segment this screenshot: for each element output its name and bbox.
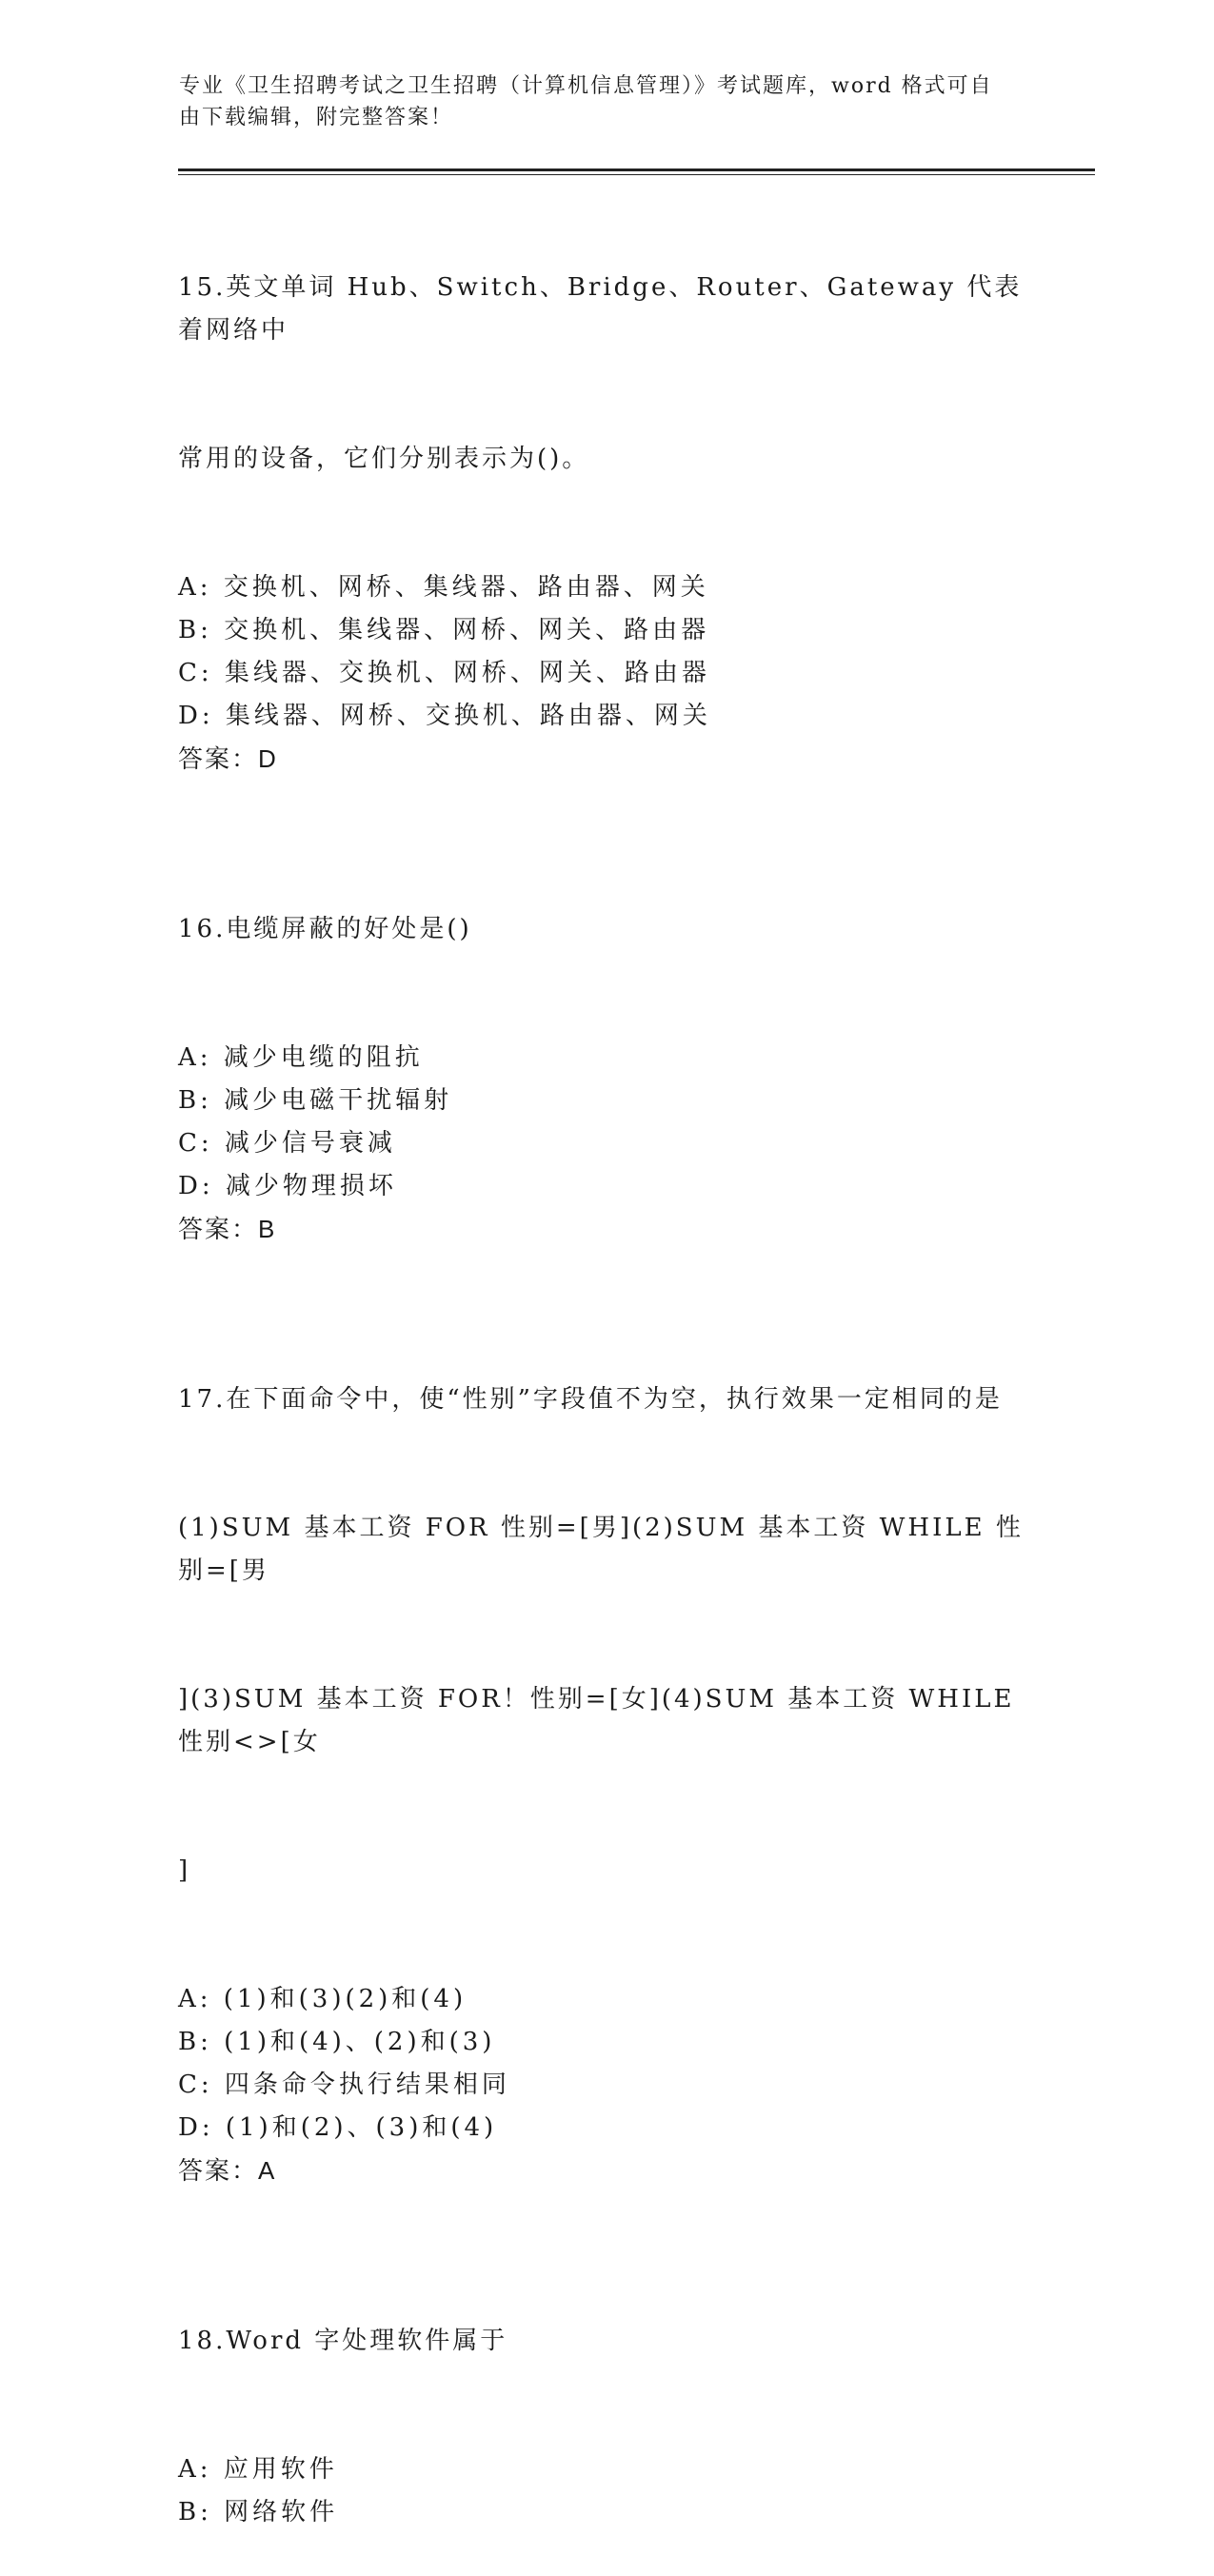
question-17 (178, 1293, 1035, 2192)
question-18 (178, 2234, 1035, 2534)
header-line-2: 由下载编辑，附完整答案！ (179, 106, 454, 129)
question-list (178, 181, 1035, 2576)
option-c: C: 减少信号衰减 (178, 1129, 396, 1158)
stem-line: 16.电缆屏蔽的好处是() (178, 915, 472, 943)
question-stem (178, 1293, 1035, 1978)
option-c: C: 集线器、交换机、网桥、网关、路由器 (178, 659, 710, 687)
answer-line: 答案：D (178, 744, 278, 773)
option-d: D: 减少物理损坏 (178, 1172, 397, 1200)
header-divider-thick (178, 168, 1095, 171)
option-a: A: 交换机、网桥、集线器、路由器、网关 (178, 573, 709, 602)
option-c: C: 四条命令执行结果相同 (178, 2071, 510, 2099)
option-b: B: 交换机、集线器、网桥、网关、路由器 (178, 616, 710, 644)
option-d: D: (1)和(2)、(3)和(4) (178, 2113, 498, 2142)
stem-line: 15.英文单词 Hub、Switch、Bridge、Router、Gateway 代表着网络中 (178, 273, 1023, 345)
question-stem (178, 822, 1035, 1037)
option-d: D: 集线器、网桥、交换机、路由器、网关 (178, 702, 711, 730)
question-stem (178, 181, 1035, 566)
document-header (179, 70, 1036, 133)
option-b: B: 网络软件 (178, 2498, 339, 2526)
stem-line: ](3)SUM 基本工资 FOR！性别=[女](4)SUM 基本工资 WHILE 性别<>[女 (178, 1685, 1025, 1756)
stem-line: 18.Word 字处理软件属于 (178, 2327, 508, 2355)
option-a: A: 减少电缆的阻抗 (178, 1043, 424, 1072)
option-a: A: (1)和(3)(2)和(4) (178, 1985, 468, 2013)
option-a: A: 应用软件 (178, 2455, 338, 2484)
option-b: B: (1)和(4)、(2)和(3) (178, 2028, 496, 2056)
header-line-1: 专业《卫生招聘考试之卫生招聘（计算机信息管理）》考试题库，word 格式可自 (179, 74, 993, 98)
answer-line: 答案：B (178, 1215, 277, 1243)
stem-line: (1)SUM 基本工资 FOR 性别=[男](2)SUM 基本工资 WHILE 性别=[男 (178, 1514, 1024, 1585)
answer-line: 答案：A (178, 2156, 277, 2185)
stem-line: 常用的设备，它们分别表示为()。 (178, 445, 590, 473)
header-divider-thin (178, 174, 1095, 175)
question-15 (178, 181, 1035, 781)
stem-line: 17.在下面命令中，使“性别”字段值不为空，执行效果一定相同的是 (178, 1385, 1003, 1414)
question-stem (178, 2234, 1035, 2448)
question-16 (178, 822, 1035, 1251)
stem-line: ] (178, 1856, 191, 1885)
option-b: B: 减少电磁干扰辐射 (178, 1086, 453, 1115)
